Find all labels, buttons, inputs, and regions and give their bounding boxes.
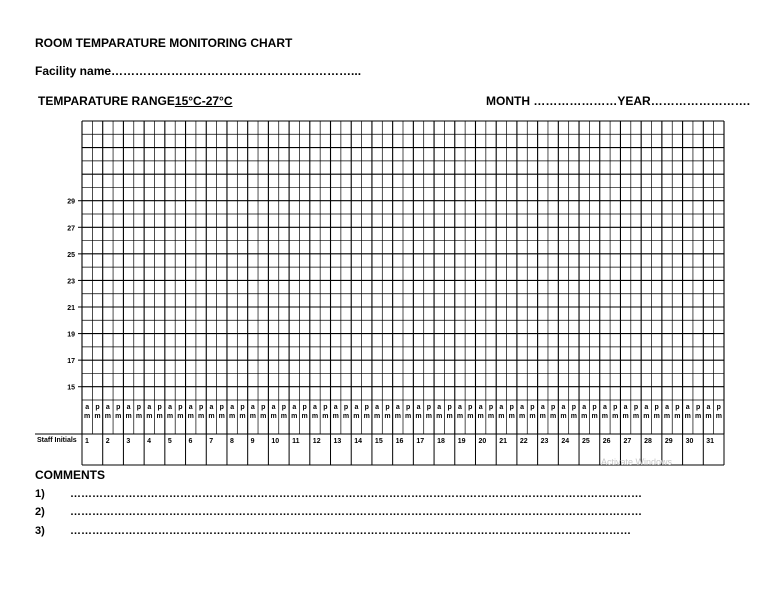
am-label: m xyxy=(560,413,567,420)
pm-label: m xyxy=(694,413,702,420)
pm-label: p xyxy=(571,404,576,411)
am-label: a xyxy=(665,404,670,411)
am-label: m xyxy=(539,413,546,420)
am-label: a xyxy=(126,404,131,411)
am-label: m xyxy=(187,413,194,420)
pm-label: m xyxy=(674,413,681,420)
pm-label: m xyxy=(715,413,722,420)
pm-label: m xyxy=(653,413,660,420)
day-number: 31 xyxy=(706,438,715,445)
am-label: m xyxy=(394,413,401,420)
am-label: a xyxy=(395,404,400,411)
am-label: m xyxy=(146,413,153,420)
am-label: m xyxy=(249,413,256,420)
comment-line-2[interactable]: ………………………………………………………………………………………………………………………………………… xyxy=(70,506,642,518)
day-number: 26 xyxy=(602,438,611,445)
pm-label: p xyxy=(695,404,701,411)
pm-label: m xyxy=(218,413,225,420)
am-label: a xyxy=(230,404,235,411)
day-number: 4 xyxy=(147,438,152,445)
pm-label: m xyxy=(550,413,557,420)
am-label: m xyxy=(311,413,319,420)
range-label: TEMPARATURE RANGE xyxy=(38,94,175,108)
am-label: a xyxy=(354,404,359,411)
pm-label: m xyxy=(612,413,619,420)
am-label: a xyxy=(85,404,90,411)
am-label: a xyxy=(478,404,483,411)
am-label: m xyxy=(498,413,505,420)
pm-label: p xyxy=(323,404,328,411)
page-title: ROOM TEMPARATURE MONITORING CHART xyxy=(35,36,293,50)
am-label: m xyxy=(125,413,132,420)
pm-label: m xyxy=(425,413,433,420)
pm-label: p xyxy=(116,404,121,411)
pm-label: p xyxy=(157,404,162,411)
pm-label: m xyxy=(115,413,122,420)
day-number: 24 xyxy=(561,438,570,445)
comment-number-2: 2) xyxy=(35,506,45,518)
pm-label: m xyxy=(260,413,267,420)
pm-label: m xyxy=(135,413,143,420)
am-label: m xyxy=(84,413,91,420)
pm-label: p xyxy=(447,404,452,411)
am-label: a xyxy=(437,404,442,411)
am-label: m xyxy=(477,413,484,420)
pm-label: m xyxy=(301,413,308,420)
pm-label: p xyxy=(385,404,390,411)
am-label: m xyxy=(104,413,112,420)
am-label: m xyxy=(229,413,236,420)
pm-label: m xyxy=(363,413,370,420)
watermark-text: Activate Windows xyxy=(601,457,673,467)
y-axis-label: 27 xyxy=(67,225,75,233)
day-number: 1 xyxy=(85,438,89,445)
pm-label: p xyxy=(136,404,142,411)
am-label: a xyxy=(105,404,110,411)
y-axis-label: 21 xyxy=(67,305,75,312)
day-number: 17 xyxy=(416,438,425,445)
am-label: a xyxy=(188,404,193,411)
pm-label: p xyxy=(675,404,680,411)
pm-label: p xyxy=(426,404,432,411)
pm-label: m xyxy=(508,413,515,420)
y-axis-label: 23 xyxy=(67,278,75,286)
am-label: m xyxy=(663,413,671,420)
am-label: m xyxy=(332,413,339,420)
day-number: 16 xyxy=(395,438,404,445)
pm-label: p xyxy=(364,404,369,411)
comment-number-3: 3) xyxy=(35,525,45,537)
am-label: m xyxy=(415,413,422,420)
pm-label: m xyxy=(487,413,495,420)
day-number: 13 xyxy=(333,438,342,445)
pm-label: p xyxy=(198,404,204,411)
pm-label: m xyxy=(342,413,350,420)
am-label: m xyxy=(684,413,691,420)
day-number: 12 xyxy=(312,438,321,445)
pm-label: p xyxy=(613,404,618,411)
comment-line-1[interactable]: ………………………………………………………………………………………………………………………………………… xyxy=(70,488,642,500)
am-label: a xyxy=(313,404,317,411)
year-blank: ……………………. xyxy=(650,94,751,108)
pm-label: p xyxy=(654,404,659,411)
am-label: m xyxy=(456,413,464,420)
day-number: 5 xyxy=(167,438,172,445)
pm-label: m xyxy=(632,413,640,420)
pm-label: m xyxy=(322,413,329,420)
pm-label: m xyxy=(529,413,536,420)
y-axis-label: 17 xyxy=(67,358,75,366)
pm-label: m xyxy=(280,413,288,420)
pm-label: p xyxy=(95,404,100,411)
am-label: m xyxy=(581,413,588,420)
pm-label: p xyxy=(551,404,556,411)
pm-label: p xyxy=(468,404,473,411)
am-label: a xyxy=(540,404,545,411)
am-label: a xyxy=(209,404,214,411)
am-label: a xyxy=(644,404,649,411)
month-blank: ………………… xyxy=(533,94,618,108)
pm-label: p xyxy=(261,404,266,411)
am-label: m xyxy=(705,413,712,420)
day-number: 29 xyxy=(664,438,673,445)
am-label: a xyxy=(623,404,628,411)
day-number: 14 xyxy=(354,438,363,445)
am-label: a xyxy=(602,404,607,411)
am-label: a xyxy=(416,404,421,411)
am-label: m xyxy=(270,413,277,420)
facility-blank: ……………………………………………………... xyxy=(111,64,362,78)
day-number: 30 xyxy=(685,438,694,445)
pm-label: p xyxy=(716,404,721,411)
pm-label: p xyxy=(302,404,307,411)
day-number: 23 xyxy=(540,438,549,445)
day-number: 11 xyxy=(292,438,300,445)
day-number: 20 xyxy=(478,438,487,445)
am-label: a xyxy=(582,404,587,411)
day-number: 2 xyxy=(105,438,110,445)
pm-label: m xyxy=(239,413,246,420)
pm-label: p xyxy=(633,404,639,411)
am-label: a xyxy=(333,404,338,411)
am-label: m xyxy=(601,413,609,420)
pm-label: m xyxy=(177,413,184,420)
pm-label: p xyxy=(178,404,183,411)
am-label: a xyxy=(457,404,462,411)
year-label: YEAR xyxy=(617,94,651,108)
am-label: m xyxy=(643,413,650,420)
staff-initials-label: Staff Initials xyxy=(37,437,77,444)
am-label: m xyxy=(518,413,526,420)
day-number: 15 xyxy=(374,438,383,445)
range-value: 15°C-27°C xyxy=(174,94,233,108)
am-label: a xyxy=(250,404,255,411)
pm-label: p xyxy=(219,404,224,411)
pm-label: p xyxy=(343,404,349,411)
day-number: 8 xyxy=(229,438,234,445)
am-label: m xyxy=(166,413,174,420)
am-label: a xyxy=(292,404,297,411)
y-axis-label: 19 xyxy=(67,331,75,339)
pm-label: p xyxy=(406,404,411,411)
pm-label: p xyxy=(488,404,494,411)
comment-line-3[interactable]: ……………………………………………………………………………………………………………………………………… xyxy=(70,525,631,537)
day-number: 18 xyxy=(437,438,445,445)
am-label: m xyxy=(353,413,360,420)
facility-label: Facility name xyxy=(35,64,112,78)
am-label: m xyxy=(291,413,298,420)
am-label: m xyxy=(622,413,629,420)
day-number: 22 xyxy=(519,438,528,445)
am-label: a xyxy=(706,404,711,411)
pm-label: m xyxy=(467,413,474,420)
pm-label: p xyxy=(592,404,597,411)
pm-label: m xyxy=(156,413,163,420)
day-number: 25 xyxy=(582,438,590,445)
pm-label: m xyxy=(405,413,412,420)
pm-label: m xyxy=(591,413,598,420)
comment-number-1: 1) xyxy=(35,488,45,500)
month-label: MONTH xyxy=(486,94,530,108)
am-label: a xyxy=(499,404,504,411)
y-axis-label: 15 xyxy=(67,384,75,392)
pm-label: p xyxy=(240,404,245,411)
pm-label: m xyxy=(446,413,453,420)
day-number: 7 xyxy=(209,438,214,445)
day-number: 10 xyxy=(271,438,280,445)
day-number: 6 xyxy=(188,438,193,445)
am-label: m xyxy=(373,413,381,420)
pm-label: p xyxy=(530,404,535,411)
am-label: m xyxy=(208,413,215,420)
am-label: m xyxy=(436,413,443,420)
day-number: 27 xyxy=(623,438,632,445)
am-label: a xyxy=(375,404,380,411)
day-number: 9 xyxy=(250,438,255,445)
pm-label: m xyxy=(94,413,101,420)
y-axis-label: 25 xyxy=(67,251,75,259)
am-label: a xyxy=(147,404,152,411)
am-label: a xyxy=(271,404,276,411)
pm-label: m xyxy=(197,413,205,420)
pm-label: p xyxy=(509,404,514,411)
pm-label: m xyxy=(570,413,577,420)
am-label: a xyxy=(168,404,172,411)
am-label: a xyxy=(561,404,566,411)
day-number: 21 xyxy=(499,438,507,445)
am-label: a xyxy=(520,404,525,411)
pm-label: p xyxy=(281,404,287,411)
day-number: 19 xyxy=(457,438,466,445)
y-axis-label: 29 xyxy=(67,198,75,206)
comments-heading: COMMENTS xyxy=(35,468,105,482)
pm-label: m xyxy=(384,413,391,420)
am-label: a xyxy=(685,404,690,411)
day-number: 28 xyxy=(644,438,652,445)
day-number: 3 xyxy=(126,438,131,445)
